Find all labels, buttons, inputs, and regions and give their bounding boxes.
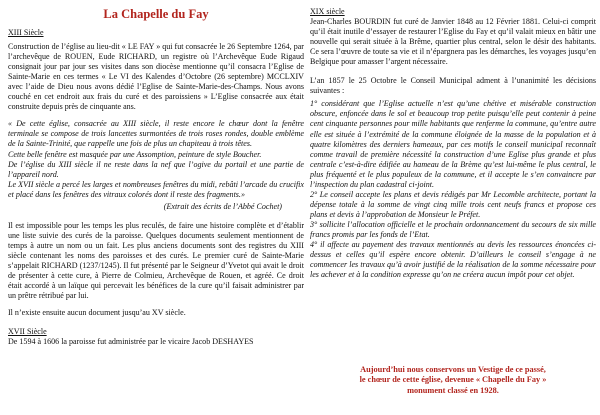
paragraph-deshayes: De 1594 à 1606 la paroisse fut administrée par le vicaire Jacob DESHAYES xyxy=(8,337,254,347)
quote-source: (Extrait des écrits de l’Abbé Cochet) xyxy=(163,201,282,211)
quote-paragraph: Cette belle fenêtre est masquée par une Assomption, peinture de style Boucher. xyxy=(8,149,262,159)
decisions-list xyxy=(310,99,596,280)
left-column xyxy=(8,28,304,347)
page-title: La Chapelle du Fay xyxy=(103,7,209,21)
paragraph-construction: Construction de l’église au lieu-dit « LE FAY » qui fut consacrée le 26 Septembre 1264, par l’archevêque de ROUEN, Eude RICHARD, un registre où l’Archevêque Eude Rigaud consignait jour par jour ses visites dans son diocèse mentionne qu’il consacra l’Eglise de Sainte-Marie en ces termes « Le VI des Kalendes d’Octobre (26 septembre) MCCLXIV avec l’aide de Dieu nous avons dédié l’Eglise de Sainte-Marie-des-Champs. Nous avons couché en cet endroit aux frais du curé et des paroissiens » L’Eglise consacrée aux était construite depuis près de cinquante ans. xyxy=(8,42,304,112)
decision-item: 2° Le conseil accepte les plans et devis rédigés par Mr Lecomble architecte, portant la dépense totale à la somme de vingt cinq mille trois cent neufs francs et propose ces plans et devis à l’approbation de Monsieur le Préfet. xyxy=(310,189,596,219)
section-heading-xvii: XVII Siècle xyxy=(8,327,47,337)
paragraph-bourdin: Jean-Charles BOURDIN fut curé de Janvier 1848 au 12 Février 1881. Celui-ci comprit qu’il était inutile d’essayer de restaurer l’Eglise du Fay et qu’il valait mieux en bâtir une nouvelle qui serait située à la Brême, quartier plus central, selon le désir des habitants. Ce sera l’œuvre de toute sa vie et il n’épargnera pas les démarches, les voyages jusqu’en Belgique pour amasser l’argent nécessaire. xyxy=(310,17,596,67)
decision-item: 3° sollicite l’allocation officielle et le prochain ordonnancement du secours de six mille francs promis par les fonds de l’Etat. xyxy=(310,219,596,239)
paragraph-history: Il est impossible pour les temps les plus reculés, de faire une histoire complète et d’établir une liste suivie des curés de la paroisse. Quelques documents seulement mentionnent de temps à autre un nom ou un fait. Les plus anciens documents sont des registres du XIII siècle contenant les noms des paroisses et des curés. Le premier curé de Sainte-Marie s’appelait RICHARD (1237/1245). Il fut présenté par le Seigneur d’Yvetot qui avait le droit de présenter à cette cure, à Pierre de Colmieu, Archevêque de Rouen, et agréé. Ce droit était accordé à un laïque qui percevait les bénéfices de la cure qu’il faisait administrer par un prêtre rétribué par lui. xyxy=(8,220,304,301)
quote-block xyxy=(8,119,304,199)
paragraph-conseil: L’an 1857 le 25 Octobre le Conseil Municipal adment à l’unanimité les décisions suivantes : xyxy=(310,76,596,96)
section-heading-xix: XIX siècle xyxy=(310,7,345,16)
quote-paragraph: Le XVII siècle a percé les larges et nombreuses fenêtres du midi, rebâti l’arcade du crucifix et placé dans les fenêtres des vitraux colorés dont il reste des fragments.» xyxy=(8,179,304,199)
paragraph-no-document: Il n’existe ensuite aucun document jusqu’au XV siècle. xyxy=(8,308,186,318)
section-heading-xiii: XIII Siècle xyxy=(8,28,44,37)
caption-line: monument classé en 1928. xyxy=(407,385,499,395)
quote-paragraph: « De cette église, consacrée au XIII siècle, il reste encore le chœur dont la fenêtre terminale se compose de trois lancettes surmontées de trois roses rondes, double emblème de la Sainte-Trinité, que rappelle une fois de plus un chapiteau à trois têtes. xyxy=(8,119,304,149)
closing-caption xyxy=(310,365,596,396)
caption-line: le chœur de cette église, devenue « Chapelle du Fay » xyxy=(359,375,547,385)
decision-item: 1° considérant que l’Eglise actuelle n’est qu’une chétive et misérable construction obscure, enfoncée dans le sol et beaucoup trop petite puisqu’elle peut contenir à peine cent cinquante personnes pour mille habitants que renferme la commune, qu’entre autre elle est située à l’extrémité de la commune éloignée de la masse de la population et à quatre kilomètres des derniers hameaux, par ces motifs le conseil municipal reconnaît comme travail de première nécessité la construction d’une Eglise plus grande et plus centrale c’est-à-dire édifiée au hameau de la Brème qu’est lui-même le plus central, le plus fréquenté et le plus populeux de la commune, et il accepte le s’en convaincre par l’inspection du plan cadastral ci-joint. xyxy=(310,99,596,189)
caption-line: Aujourd’hui nous conservons un Vestige de ce passé, xyxy=(360,365,546,374)
decision-item: 4° il affecte au payement des travaux mentionnés au devis les ressources énoncées ci-dessus et celles qu’il espère encore obtenir. D’ailleurs le conseil s’engage à ne commencer les travaux qu’à avoir justifié de la réalisation de la somme nécessaire pour les achever et à la condition expresse qu’on ne créera aucun impôt pour cet objet. xyxy=(310,240,596,280)
right-column xyxy=(310,7,596,280)
quote-paragraph: De l’église du XIII siècle il ne reste dans la nef que l’ogive du portail et une partie de l’appareil nord. xyxy=(8,159,304,179)
